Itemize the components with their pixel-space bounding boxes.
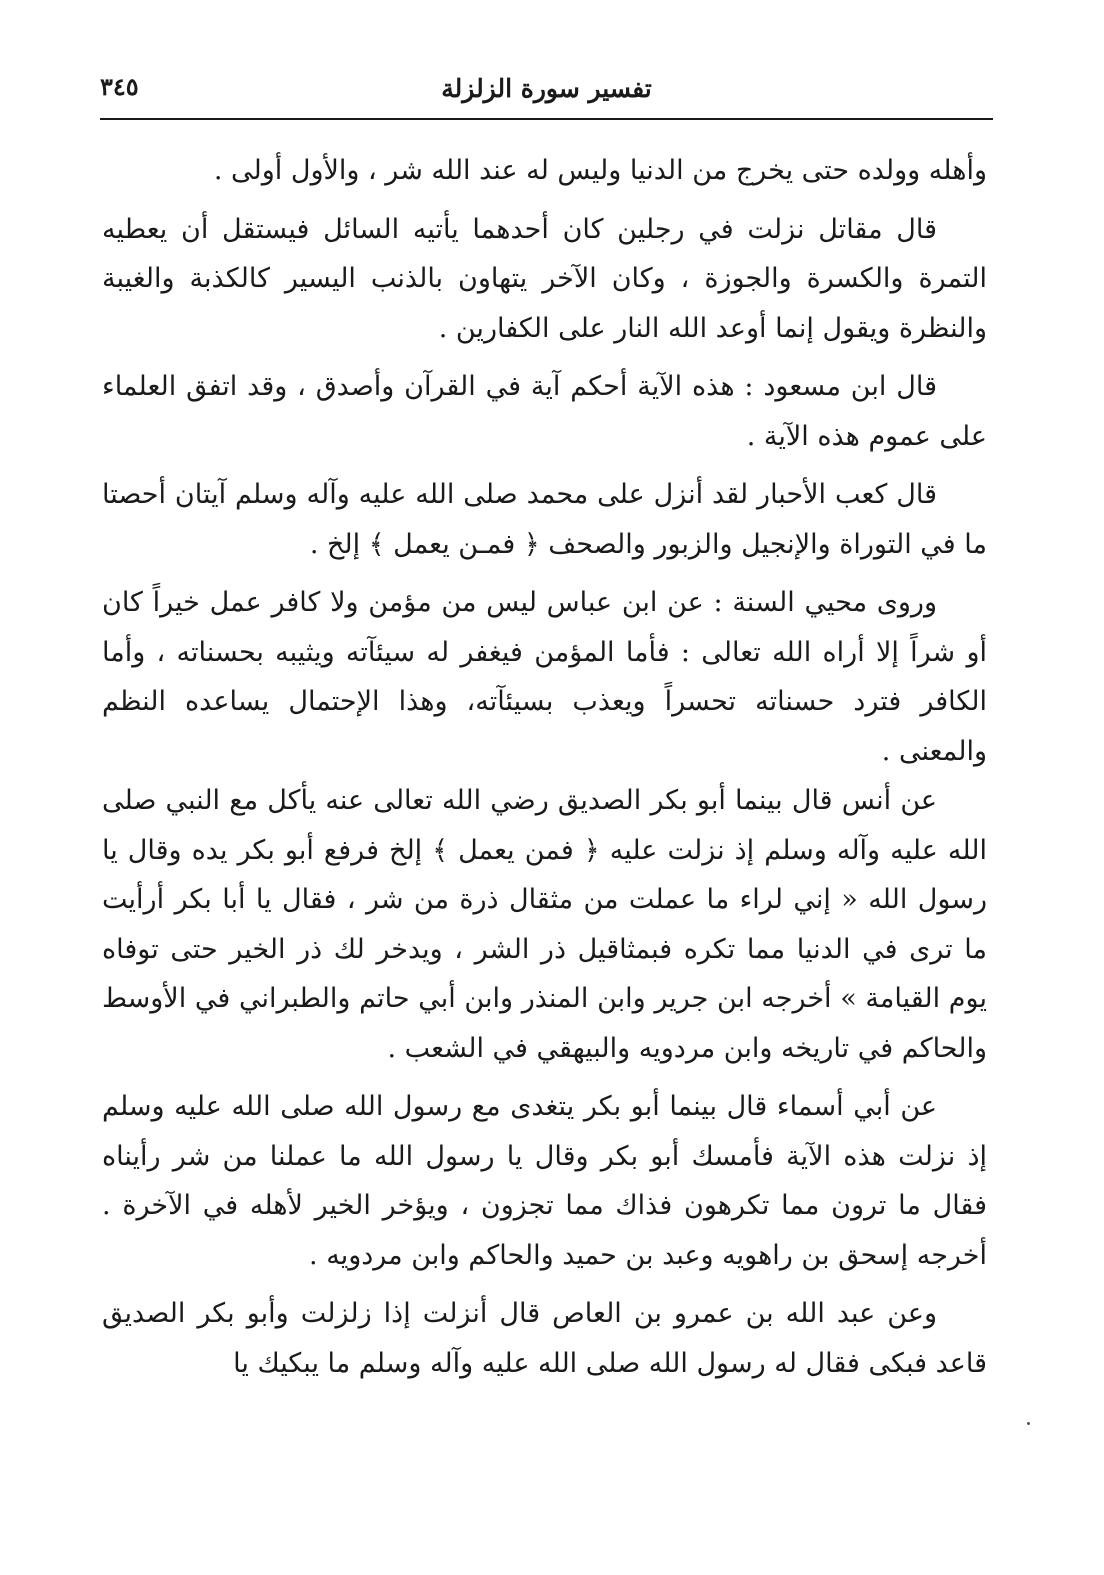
page-header — [100, 64, 993, 114]
paragraph-3: قال ابن مسعود : هذه الآية أحكم آية في القرآن وأصدق ، وقد اتفق العلماء على عموم هذه الآية . — [102, 371, 987, 452]
paragraph-5: وروى محيي السنة : عن ابن عباس ليس من مؤمن ولا كافر عمل خيراً كان أو شراً إلا أراه الله تعالى : فأما المؤمن فيغفر له سيئآته ويثيبه بحسناته ، وأما الكافر فترد حسناته تحسراً ويعذب بسيئآته، وهذا الإحتمال يساعده النظم والمعنى . — [102, 587, 987, 767]
paragraph-4: قال كعب الأحبار لقد أنزل على محمد صلى الله عليه وآله وسلم آيتان أحصتا ما في التوراة والإنجيل والزبور والصحف ﴿ فمـن يعمل ﴾ إلخ . — [102, 479, 987, 560]
scan-speck — [1027, 1422, 1030, 1425]
page-body — [102, 146, 987, 1388]
paragraph-1: وأهله وولده حتى يخرج من الدنيا وليس له عند الله شر ، والأول أولى . — [213, 155, 987, 186]
paragraph-7: عن أبي أسماء قال بينما أبو بكر يتغدى مع رسول الله صلى الله عليه وسلم إذ نزلت هذه الآية فأمسك أبو بكر وقال يا رسول الله ما عملنا من شر رأيناه فقال ما ترون مما تكرهون فذاك مما تجزون ، ويؤخر الخير لأهله في الآخرة . أخرجه إسحق بن راهويه وعبد بن حميد والحاكم وابن مردويه . — [102, 1091, 987, 1271]
paragraph-6: عن أنس قال بينما أبو بكر الصديق رضي الله تعالى عنه يأكل مع النبي صلى الله عليه وآله وسلم إذ نزلت عليه ﴿ فمن يعمل ﴾ إلخ فرفع أبو بكر يده وقال يا رسول الله « إني لراء ما عملت من مثقال ذرة من شر ، فقال يا أبا بكر أرأيت ما ترى في الدنيا مما تكره فبمثاقيل ذر الشر ، ويدخر لك ذر الخير حتى توفاه يوم القيامة » أخرجه ابن جرير وابن المنذر وابن أبي حاتم والطبراني في الأوسط والحاكم في تاريخه وابن مردويه والبيهقي في الشعب . — [102, 785, 987, 1064]
paragraph-8: وعن عبد الله بن عمرو بن العاص قال أنزلت إذا زلزلت وأبو بكر الصديق قاعد فبكى فقال له رسول الله صلى الله عليه وآله وسلم ما يبكيك يا — [102, 1298, 987, 1379]
header-divider — [100, 118, 993, 120]
running-title: تفسير سورة الزلزلة — [441, 74, 652, 103]
page-number: ٣٤٥ — [100, 72, 139, 101]
paragraph-2: قال مقاتل نزلت في رجلين كان أحدهما يأتيه السائل فيستقل أن يعطيه التمرة والكسرة والجوزة ، وكان الآخر يتهاون بالذنب اليسير كالكذبة والغيبة والنظرة ويقول إنما أوعد الله النار على الكفارين . — [102, 213, 987, 344]
